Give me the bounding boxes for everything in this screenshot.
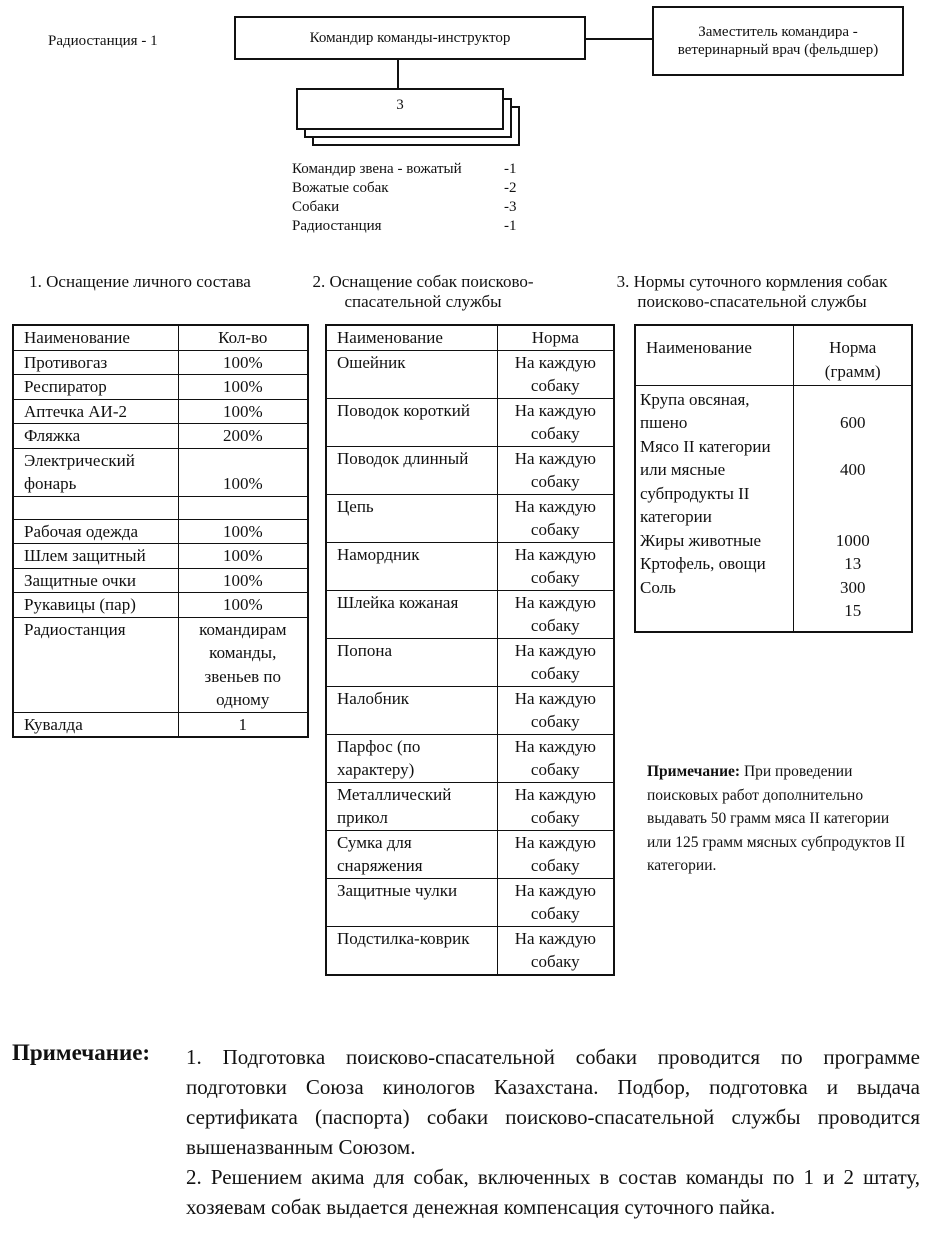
cell-name: Парфос (по характеру): [326, 734, 497, 782]
cell-norm: На каждую собаку: [497, 590, 614, 638]
staff-value: -3: [504, 199, 517, 215]
staff-row: [292, 198, 532, 217]
cell-qty: 100%: [178, 568, 308, 593]
cell-norm: На каждую собаку: [497, 542, 614, 590]
cell-norm: На каждую собаку: [497, 782, 614, 830]
feeding-note-text: При проведении поисковых работ дополнительно выдавать 50 грамм мяса II категории или 125 грамм мясных субпродуктов II категории.: [647, 763, 906, 874]
cell-norm: На каждую собаку: [497, 734, 614, 782]
main-note-paragraph-1: 1. Подготовка поисково-спасательной собаки проводится по программе подготовки Союза кинологов Казахстана. Подбор, подготовка и выдача сертификата (паспорта) собаки поисково-спасательной службы проводится вышеназванным Союзом.: [186, 1045, 920, 1159]
cell-name: Аптечка АИ-2: [13, 399, 178, 424]
table-row: [13, 350, 308, 375]
table-row: [13, 448, 308, 496]
staff-row: [292, 217, 532, 236]
table-row: [326, 878, 614, 926]
table-row: [326, 542, 614, 590]
staff-label: Собаки: [292, 199, 340, 215]
table-row: [13, 568, 308, 593]
cell-name: Попона: [326, 638, 497, 686]
personnel-equipment-table: [12, 324, 309, 738]
table-row: [13, 617, 308, 712]
caption-feeding-norms: 3. Нормы суточного кормления собак поисково-спасательной службы: [616, 272, 888, 311]
caption-dog-equipment: 2. Оснащение собак поисково-спасательной службы: [312, 272, 534, 311]
dog-equipment-table: [325, 324, 615, 976]
cell-name: Шлем защитный: [13, 544, 178, 569]
table-row: [326, 734, 614, 782]
cell-qty: 100%: [178, 593, 308, 618]
commander-box: [234, 16, 586, 60]
cell-name: Радиостанция: [13, 617, 178, 712]
cell-name: Шлейка кожаная: [326, 590, 497, 638]
commander-label: Командир команды-инструктор: [309, 30, 511, 46]
cell-norm: На каждую собаку: [497, 926, 614, 975]
cell-name: Поводок короткий: [326, 398, 497, 446]
cell-norm: На каждую собаку: [497, 638, 614, 686]
table-row: [13, 593, 308, 618]
cell-qty: [178, 496, 308, 519]
cell-norm: На каждую собаку: [497, 398, 614, 446]
table-row: [326, 782, 614, 830]
cell-norm: На каждую собаку: [497, 878, 614, 926]
cell-name: Подстилка-коврик: [326, 926, 497, 975]
cell-name: Электрический фонарь: [13, 448, 178, 496]
connector-line-h: [586, 38, 652, 40]
cell-qty: 100%: [178, 399, 308, 424]
table-row: [326, 350, 614, 398]
cell-name: Сумка для снаряжения: [326, 830, 497, 878]
cell-name: Ошейник: [326, 350, 497, 398]
table-row: [13, 424, 308, 449]
feeding-note-title: Примечание:: [647, 763, 741, 780]
unit-box-front: [296, 88, 504, 130]
cell-name: Рукавицы (пар): [13, 593, 178, 618]
cell-qty: командирам команды, звеньев по одному: [178, 617, 308, 712]
cell-norm: На каждую собаку: [497, 830, 614, 878]
feeding-norms-table: [634, 324, 913, 633]
unit-staff-list: [292, 160, 532, 236]
table-row: [326, 926, 614, 975]
table-row: [13, 399, 308, 424]
cell-qty: 1: [178, 712, 308, 737]
staff-value: -1: [504, 161, 517, 177]
cell-name: Защитные очки: [13, 568, 178, 593]
cell-qty: 100%: [178, 350, 308, 375]
cell-name: Намордник: [326, 542, 497, 590]
table-row: [13, 375, 308, 400]
column-header: Наименование: [13, 325, 178, 350]
table-header-row: [13, 325, 308, 350]
table-row: [326, 494, 614, 542]
table-row: [13, 544, 308, 569]
table-header-row: [326, 325, 614, 350]
feeding-note: [647, 760, 913, 878]
table-row: [326, 638, 614, 686]
cell-name: Рабочая одежда: [13, 519, 178, 544]
table-row: [326, 590, 614, 638]
cell-name: Налобник: [326, 686, 497, 734]
cell-name: Противогаз: [13, 350, 178, 375]
main-note-paragraph-2: 2. Решением акима для собак, включенных в состав команды по 1 и 2 штату, хозяевам собак выдается денежная компенсация суточного пайка.: [186, 1165, 920, 1219]
staff-row: [292, 179, 532, 198]
cell-norm: На каждую собаку: [497, 446, 614, 494]
main-note-body: [186, 1042, 920, 1222]
cell-qty: 200%: [178, 424, 308, 449]
table-row: [635, 385, 912, 632]
staff-label: Командир звена - вожатый: [292, 161, 462, 177]
cell-qty: 100%: [178, 544, 308, 569]
cell-norm: На каждую собаку: [497, 686, 614, 734]
cell-name: Защитные чулки: [326, 878, 497, 926]
cell-food-names: Крупа овсяная, пшено Мясо II категории или мясные субпродукты II категории Жиры животные Кртофель, овощи Соль: [635, 385, 794, 632]
table-row: [326, 686, 614, 734]
staff-value: -2: [504, 180, 517, 196]
cell-qty: 100%: [178, 375, 308, 400]
column-header: Наименование: [635, 325, 794, 385]
table-row: [13, 712, 308, 737]
staff-value: -1: [504, 218, 517, 234]
cell-name: Фляжка: [13, 424, 178, 449]
cell-name: Кувалда: [13, 712, 178, 737]
cell-name: Респиратор: [13, 375, 178, 400]
cell-name: Поводок длинный: [326, 446, 497, 494]
cell-name: [13, 496, 178, 519]
cell-norm: На каждую собаку: [497, 494, 614, 542]
table-header-row: [635, 325, 912, 385]
cell-qty: 100%: [178, 519, 308, 544]
table-row: [326, 446, 614, 494]
table-row: [13, 496, 308, 519]
deputy-label: Заместитель командира - ветеринарный врач (фельдшер): [677, 24, 879, 58]
caption-personnel-equipment: 1. Оснащение личного состава: [29, 272, 251, 291]
cell-food-values: 600 400 1000 13 300 15: [794, 385, 912, 632]
cell-norm: На каждую собаку: [497, 350, 614, 398]
column-header: Кол-во: [178, 325, 308, 350]
table-row: [326, 830, 614, 878]
unit-count: 3: [396, 97, 404, 113]
staff-row: [292, 160, 532, 179]
staff-label: Вожатые собак: [292, 180, 389, 196]
connector-line-v: [397, 60, 399, 88]
main-note-title: Примечание:: [12, 1040, 151, 1065]
column-header: Норма (грамм): [794, 325, 912, 385]
radio-station-label: Радиостанция - 1: [48, 33, 158, 49]
cell-qty: 100%: [178, 448, 308, 496]
column-header: Наименование: [326, 325, 497, 350]
cell-name: Металлический прикол: [326, 782, 497, 830]
cell-name: Цепь: [326, 494, 497, 542]
deputy-box: [652, 6, 904, 76]
table-row: [326, 398, 614, 446]
staff-label: Радиостанция: [292, 218, 382, 234]
table-row: [13, 519, 308, 544]
column-header: Норма: [497, 325, 614, 350]
